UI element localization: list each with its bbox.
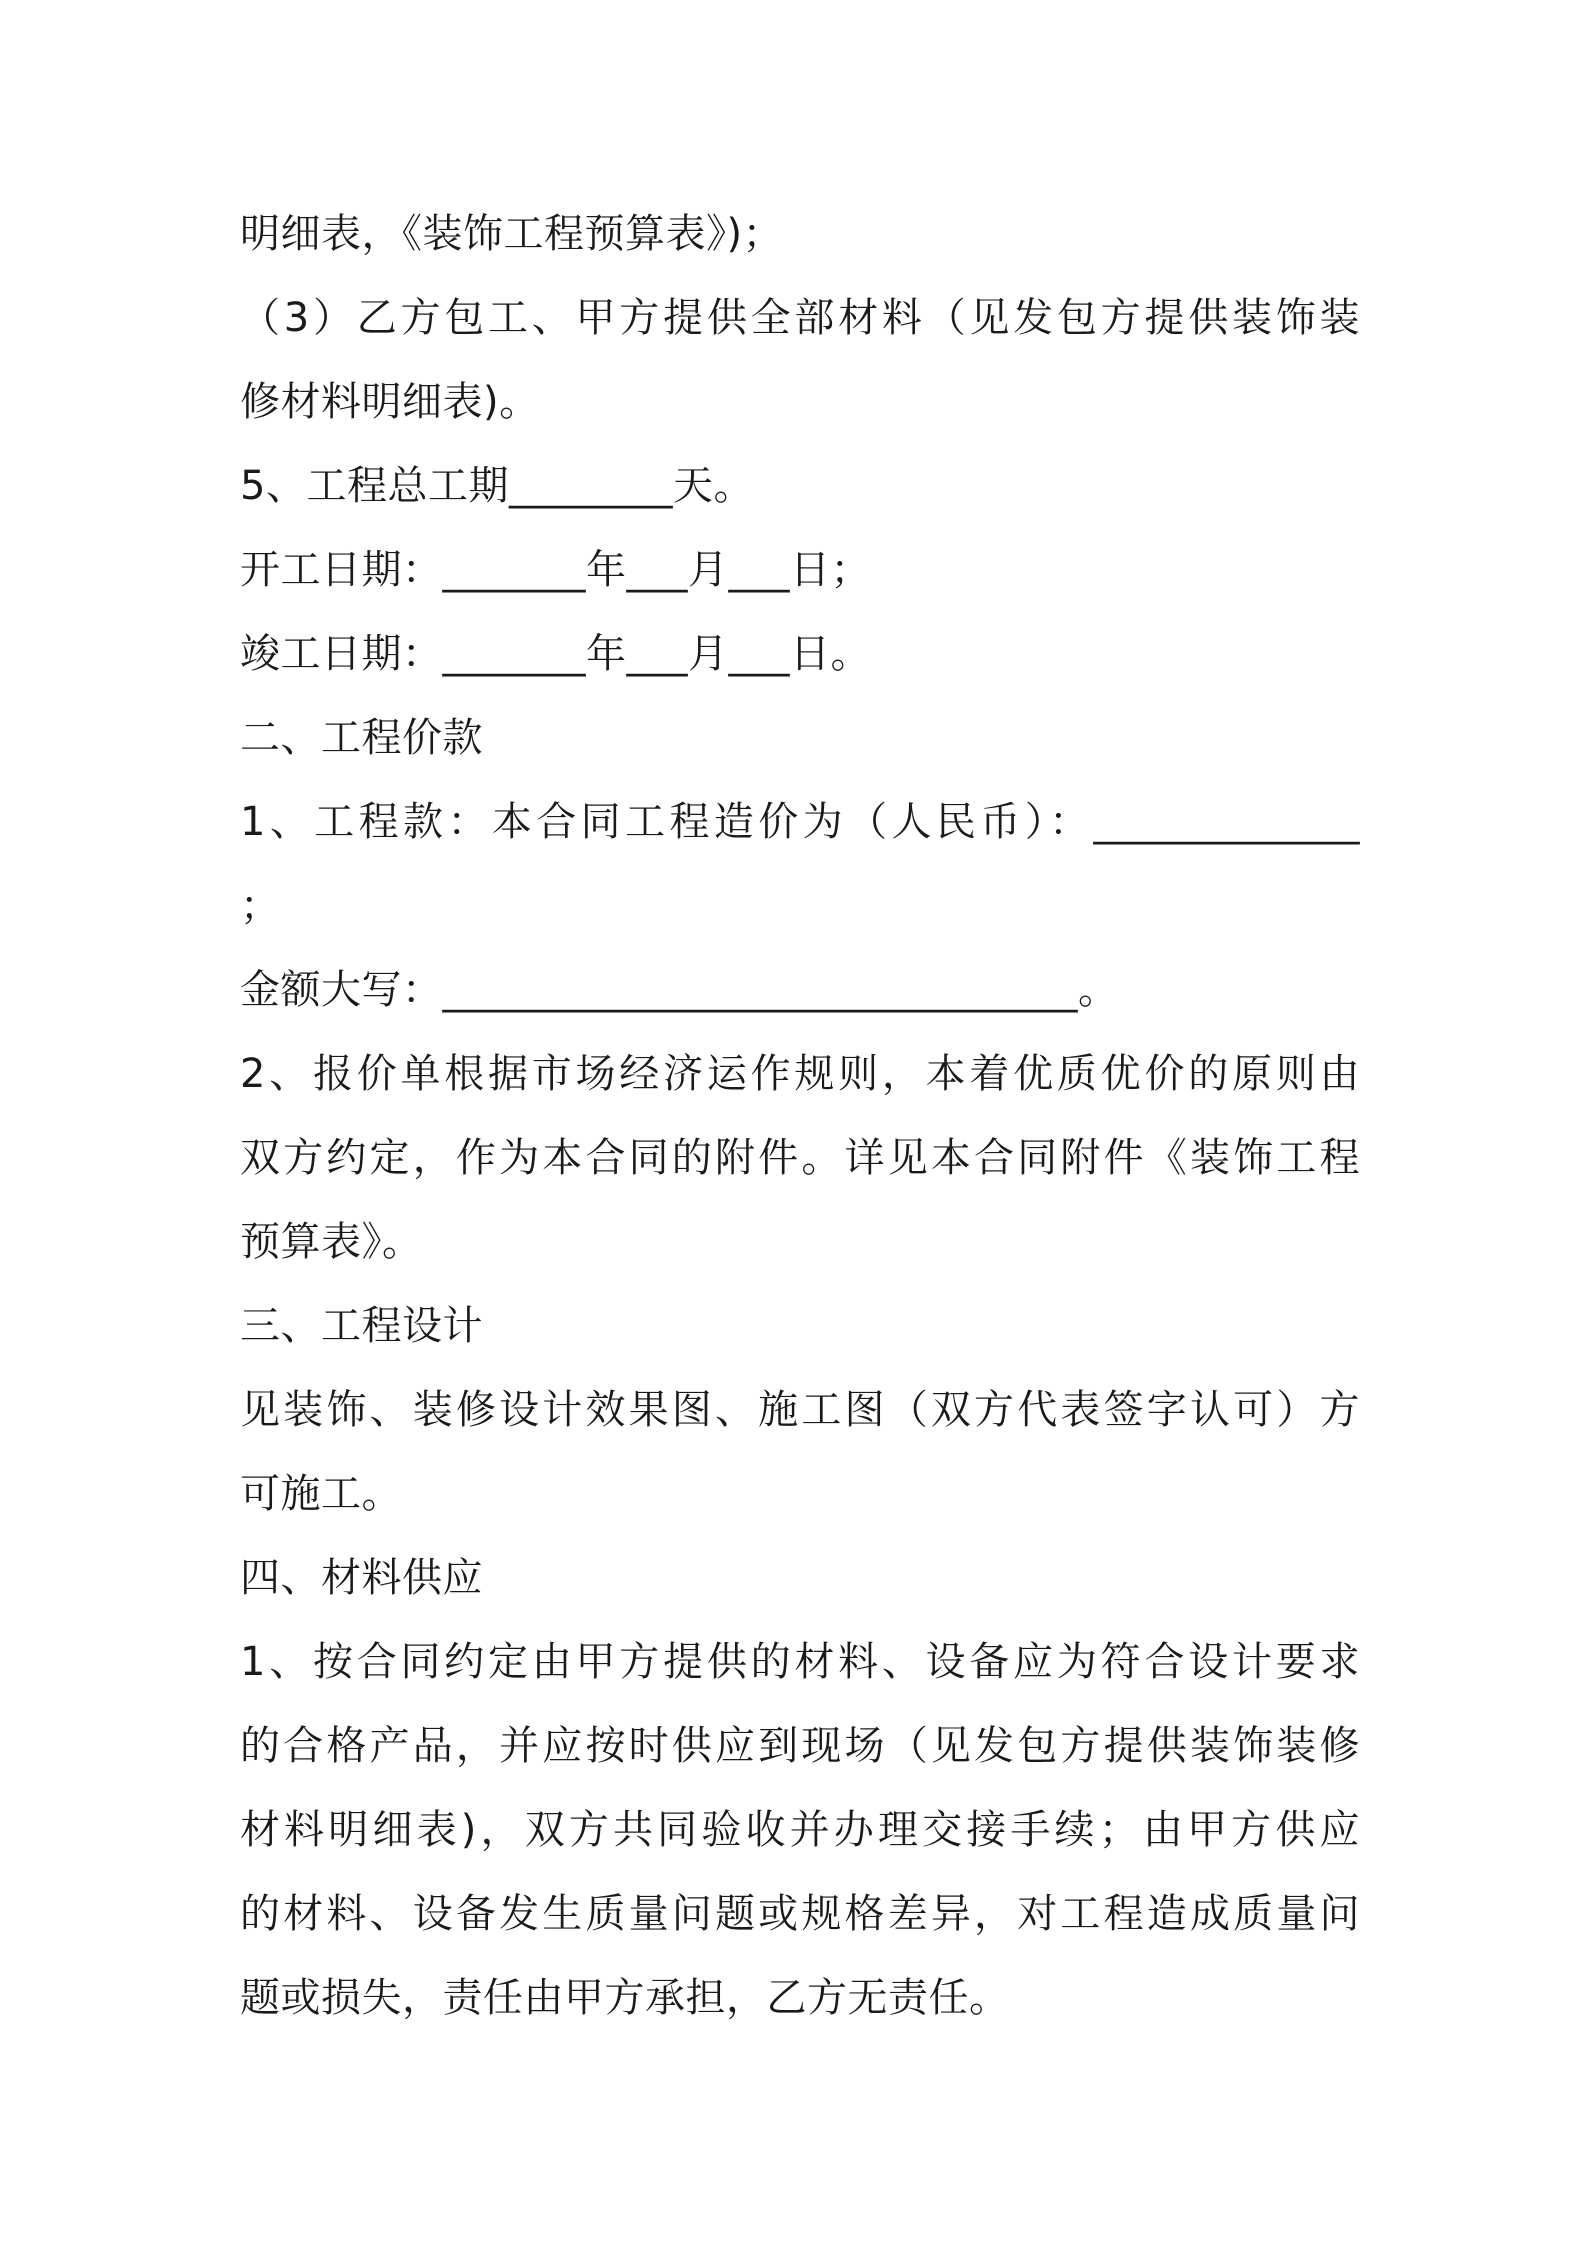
text-line: 预算表》。 [240,1219,423,1265]
text-line: 题或损失，责任由甲方承担，乙方无责任。 [240,1975,1010,2021]
text-line: 双方约定，作为本合同的附件。详见本合同附件《装饰工程 [240,1135,1360,1181]
text-line: 材料明细表)，双方共同验收并办理交接手续；由甲方供应 [240,1807,1360,1853]
text-line: 1、工程款：本合同工程造价为（人民币）：_____________ [240,799,1360,845]
text-line: 的合格产品，并应按时供应到现场（见发包方提供装饰装修 [240,1723,1360,1769]
contract-text-body [240,192,1360,2040]
text-line: 的材料、设备发生质量问题或规格差异，对工程造成质量问 [240,1891,1360,1937]
text-line: ； [240,883,281,929]
text-line: （3）乙方包工、甲方提供全部材料（见发包方提供装饰装 [240,295,1360,341]
text-line: 2、报价单根据市场经济运作规则，本着优质优价的原则由 [240,1051,1360,1097]
text-line: 5、工程总工期________天。 [240,463,754,509]
text-line: 金额大写：_______________________________。 [240,967,1119,1013]
text-line: 修材料明细表)。 [240,379,540,425]
text-line: 见装饰、装修设计效果图、施工图（双方代表签字认可）方 [240,1387,1360,1433]
section-heading: 二、工程价款 [240,715,483,761]
text-line: 可施工。 [240,1471,402,1517]
section-heading: 四、材料供应 [240,1555,483,1601]
text-line: 开工日期：_______年___月___日； [240,547,871,593]
text-line: 1、按合同约定由甲方提供的材料、设备应为符合设计要求 [240,1639,1360,1685]
section-heading: 三、工程设计 [240,1303,483,1349]
text-line: 明细表，《装饰工程预算表》)； [240,211,784,257]
text-line: 竣工日期：_______年___月___日。 [240,631,871,677]
